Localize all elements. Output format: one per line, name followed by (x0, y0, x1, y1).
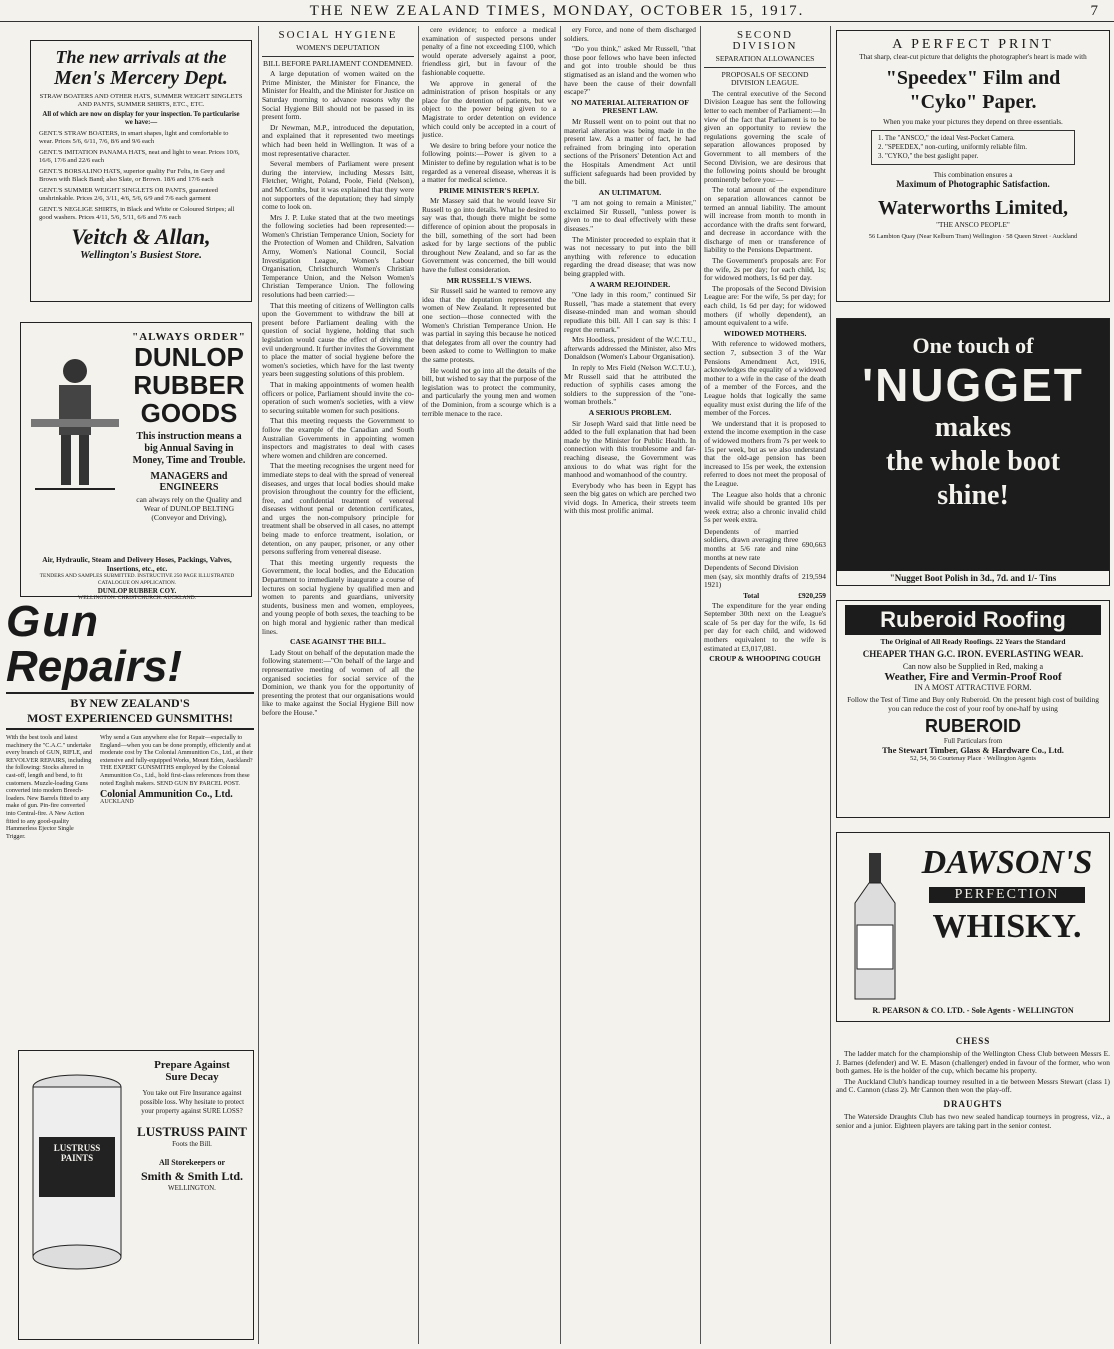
ruberoid-agent: The Stewart Timber, Glass & Hardware Co., Ltd. (882, 745, 1064, 755)
ruberoid-parts: Full Particulars from (943, 737, 1003, 745)
dunlop-rubber: RUBBER (133, 370, 245, 400)
ruberoid-weather: Weather, Fire and Vermin-Proof Roof (884, 671, 1062, 683)
article-russell-continued (564, 26, 696, 1344)
veitch-item: GENT.'S SUMMER WEIGHT SINGLETS OR PANTS, guaranteed unshrinkable. Prices 2/6, 3/11, 4/6, 5/6, 6/9 and 7/6 each garment (39, 187, 218, 202)
paragraph: cere evidence; to enforce a medical examination of suspected persons under penalty of a fine not exceeding £100, which would operate adversely against a poor, friendless girl, but in favour of the fashionable coquette. (422, 25, 556, 77)
paragraph: Lady Stout on behalf of the deputation made the following statement:—"On behalf of the large and representative meeting of women of all the organised societies for social service of the Dominion, we thank you for the opportunity of presenting the protest that our organisations would like to make against the Social Hygiene Bill now before the House." (262, 647, 414, 717)
cyko-brand: "Cyko" Paper. (909, 91, 1037, 113)
veitch-tagline: Wellington's Busiest Store. (80, 249, 202, 261)
paragraph: We understand that it is proposed to extend the income exemption in the case of widowed mothers from 7s per week to 15s per week, but as we also understand that the old-age pension has been increased to 15s per week, the extension referred to does not meet the proposal of the League. (704, 418, 826, 488)
gun-right-text: Why send a Gun anywhere else for Repair—especially to England—when you can be done promptly, efficiently and at moderate cost by The Colonial Ammunition Co., Ltd., at their extensive and fully-equipped Works, Mount Eden, Auckland? THE EXPERT GUNSMITHS employed by the Colonial Ammunition Co., Ltd., hold first-class references from these noted English makers. SEND GUN BY PARCEL POST. (100, 734, 254, 787)
section-heading: NO MATERIAL ALTERATION OF PRESENT LAW. (571, 97, 689, 116)
paragraph: Sir Russell said he wanted to remove any idea that the deputation represented the women of New Zealand. It represented but one section—those connected with the Women's Christian Temperance Union. He was partial in saying this because he noticed that delegates from all over the country had been asked to come to Wellington to make the same protests. (422, 286, 556, 364)
ruberoid-address: 52, 54, 56 Courtenay Place · Wellington Agents (910, 755, 1036, 762)
section-heading: CASE AGAINST THE BILL. (290, 637, 386, 647)
section-heading: MR RUSSELL'S VIEWS. (446, 275, 532, 285)
article-headline: SOCIAL HYGIENE (278, 29, 398, 41)
essential-item: 1. The "ANSCO," the ideal Vest-Pocket Camera. (878, 134, 1015, 142)
table-cell-label: Dependents of married soldiers, drawn averaging three months at 5/6 rate and nine months at new rate (704, 526, 799, 562)
column-rule (830, 26, 831, 1344)
article-social-hygiene (262, 26, 414, 1344)
allowance-summary-table (704, 527, 826, 602)
lustruss-h2: Sure Decay (165, 1071, 219, 1083)
paragraph: He would not go into all the details of the bill, but wished to say that the purpose of the legislation was to protect the community, and particularly the young men and women of the Dominion, from a scourge which is a terrible menace to the race. (422, 365, 556, 418)
veitch-headline-dept: Men's Mercery Dept. (54, 67, 228, 89)
nugget-brand: 'NUGGET (862, 359, 1084, 411)
dunlop-belting: can always rely on the Quality and Wear of DUNLOP BELTING (Conveyor and Driving), (136, 495, 242, 522)
tin-label-mid: PAINTS (60, 1153, 94, 1163)
dunlop-goods: GOODS (140, 398, 238, 428)
nugget-footer: "Nugget Boot Polish in 3d., 7d. and 1/- Tins (837, 571, 1109, 585)
dawsons-agent: R. PEARSON & CO. LTD. - Sole Agents - WELLINGTON (872, 1006, 1074, 1015)
veitch-allan-ad (30, 40, 252, 302)
article-subhead-2: PROPOSALS OF SECOND DIVISION LEAGUE. (721, 69, 809, 88)
section-heading: CROUP & WHOOPING COUGH (709, 654, 821, 664)
paragraph: Several members of Parliament were present during the interview, including Messrs Isitt, Fletcher, Wright, Poland, Poole, Field (Nelson), and McCombs, but it was explained that they were not supporters of the deputation; they had simply come to look on. (262, 159, 414, 212)
waterworths-address: 56 Lambton Quay (Near Kelburn Tram) Wellington · 58 Queen Street · Auckland (868, 233, 1078, 240)
ruberoid-title: Ruberoid Roofing (845, 605, 1101, 635)
masthead (0, 0, 1114, 22)
paragraph: Mrs J. P. Luke stated that at the two meetings the following societies had been represented:—Women's Christian Temperance Union, Society for the Protection of Women and Children, Salvation Army, Women's National Council, Social Investigation League, Women's Labour Organisation, Christchurch Women's Christian Temperance Union, and the Nelson Women's Christian Temperance Union. The following resolutions had been carried:— (262, 212, 414, 300)
table-row (704, 527, 826, 563)
speedex-subhead: That sharp, clear-cut picture that delights the photographer's heart is made with (859, 53, 1087, 61)
gun-banner-1: BY NEW ZEALAND'S (70, 696, 190, 710)
lustruss-ad (18, 1050, 254, 1340)
article-second-division (704, 26, 826, 1344)
gun-left-text: With the best tools and latest machinery the "C.A.C." undertake every branch of GUN, RIFLE, and REVOLVER REPAIRS, including the following: Stocks altered in cast-off, length and bend, to fit customers. Muzzle-loading Guns converted into modern Breech-loaders. New Barrels fitted to any make of gun. Pin-fire converted into Central-fire. A New Action fitted to any good-quality Hammerless Ejector Single Trigger. (6, 734, 93, 840)
dunlop-brand: DUNLOP (134, 342, 244, 372)
chess-heading: CHESS (955, 1036, 991, 1046)
veitch-item: GENT.'S NEGLIGE SHIRTS, in Black and White or Coloured Stripes; all good washers. Prices 4/11, 5/6, 5/11, 6/6 and 7/6 each (39, 206, 235, 221)
nugget-line-1: One touch of (912, 333, 1034, 358)
section-heading: WIDOWED MOTHERS. (723, 328, 807, 338)
dawsons-whisky-ad (836, 832, 1110, 1022)
table-cell-label: Total (743, 591, 760, 601)
article-subhead: SEPARATION ALLOWANCES (715, 54, 815, 63)
speedex-headline: A PERFECT PRINT (892, 37, 1054, 52)
veitch-item: GENT.'S IMITATION PANAMA HATS, neat and light to wear. Prices 10/6, 16/6, 17/6 and 22/6 each (39, 149, 240, 164)
speedex-brand: "Speedex" Film and (885, 67, 1061, 89)
gun-title: Gun (6, 597, 100, 646)
paragraph: The expenditure for the year ending September 30th next on the League's scale of 5s per day for the wife, 1s 6d per day for each child, and widowed mothers equivalent to the wife is estimated at £3,017,081. (704, 600, 826, 653)
article-subhead: WOMEN'S DEPUTATION (296, 43, 380, 52)
ruberoid-red: Can now also be Supplied in Red, making a (902, 662, 1044, 671)
speedex-when: When you make your pictures they depend on three essentials. (883, 118, 1063, 126)
paragraph: Mr Russell went on to point out that no material alteration was being made in the present law. As a matter of fact, he had refrained from bringing into operation sections of the Prisoners' Detention Act and the Hospitals Amendment Act until sufficient safeguards had been provided by the bill. (564, 116, 696, 187)
tin-label-top: LUSTRUSS (53, 1143, 101, 1153)
worker-illustration (25, 349, 125, 499)
paragraph: With reference to widowed mothers, section 7, subsection 3 of the War Pensions Amendment Act, 1916, acknowledges the equality of a widowed mother to a wife in the case of the death of a member of the Forces, and the League holds that logically the same equality must exist during the life of the member of the Forces. (704, 339, 826, 418)
nugget-polish-ad (836, 318, 1110, 586)
chess-draughts-column (836, 1032, 1110, 1344)
paragraph: We approve in general of the administration of prison hospitals or any place for the detention of patients, but we object to the power being given to a Magistrate to order detention on evidence which could only be accepted in a court of justice. (422, 78, 556, 140)
veitch-lead: STRAW BOATERS AND OTHER HATS, SUMMER WEIGHT SINGLETS AND PANTS, SUMMER SHIRTS, ETC., ETC. (39, 93, 243, 108)
paragraph: The Auckland Club's handicap tourney resulted in a tie between Messrs Stewart (class 1) and C. Cannon (class 2). Mr Cannon then won the play-off. (836, 1076, 1110, 1095)
paragraph: That this meeting of citizens of Wellington calls upon the Government to withdraw the bill at present before Parliament dealing with the question of social hygiene, holding that such legislation would cause the effect of driving the evil underground. It further invites the Government to place the matter of social hygiene before the women's societies, which have for the last twenty years been suggesting solutions of this problem. (262, 300, 414, 379)
dunlop-managers: MANAGERS and ENGINEERS (150, 471, 228, 493)
dawsons-brand: DAWSON'S (921, 844, 1093, 881)
dunlop-cities: WELLINGTON. CHRISTCHURCH. AUCKLAND. (77, 595, 197, 601)
section-heading: A WARM REJOINDER. (589, 279, 671, 289)
dunlop-hoses: Air, Hydraulic, Steam and Delivery Hoses, Packings, Valves, Insertions, etc., etc. (42, 555, 232, 573)
speedex-max: Maximum of Photographic Satisfaction. (896, 179, 1050, 189)
section-heading: AN ULTIMATUM. (598, 187, 662, 197)
paragraph: That the meeting recognises the urgent need for immediate steps to deal with the spread of venereal diseases, and urges that local bodies should make provision throughout the country for the efficient, free, and confidential treatment of venereal diseases without penal or detention certificates, and urges the non-compulsory principle for treatment shall be observed in all cases, no attempt being made to enforce treatment, isolation, or detention, on any pauper, prisoner, or any other persons suffering from venereal disease. (262, 461, 414, 557)
paragraph: We desire to bring before your notice the following points:—Power is given to a Minister to define by regulation what is to be regarded as a venereal disease, whereas it is a matter for medical science. (422, 140, 556, 185)
dunlop-top: "ALWAYS ORDER" (132, 331, 246, 343)
gun-repairs-title: Repairs! (6, 642, 183, 691)
paragraph: "One lady in this room," continued Sir Russell, "has made a statement that every disease-minded man and woman should repudiate this bill. All I can say is this: I regret the remark." (564, 290, 696, 334)
paragraph: Everybody who has been in Egypt has seen the big gates on which are perched two vivid dogs. In America, their streets teem with this most prolific animal. (564, 480, 696, 516)
table-cell-label: Dependents of Second Division men (say, six monthly drafts of 1921) (704, 563, 799, 590)
nugget-line-4: the whole boot (885, 446, 1061, 477)
paint-tin-illustration (27, 1067, 127, 1277)
ruberoid-brand: RUBEROID (924, 716, 1021, 736)
paragraph: The League also holds that a chronic invalid wife should be granted 10s per week extra; also a chronic invalid child 5s per week extra. (704, 489, 826, 525)
article-deputation-continued (422, 26, 556, 1344)
article-headline: SECOND DIVISION (732, 29, 798, 52)
paragraph: "Do you think," asked Mr Russell, "that those poor fellows who have been infected and got into trouble should be thus stigmatised as an island and the women who have been the cause of their downfall escape?" (564, 44, 696, 97)
paragraph: Sir Joseph Ward said that little need be added to the full explanation that had been made by the Minister for Public Health. In connection with this troublesome and far-reaching disease, the Government was anxious to do what was right for the manhood and womanhood of the country. (564, 418, 696, 480)
ruberoid-attr: IN A MOST ATTRACTIVE FORM. (914, 683, 1032, 692)
column-rule (700, 26, 701, 1344)
lustruss-dealer: Smith & Smith Ltd. (140, 1169, 244, 1183)
veitch-brand: Veitch & Allan, (71, 224, 211, 249)
section-heading: PRIME MINISTER'S REPLY. (438, 185, 540, 195)
ruberoid-orig: The Original of All Ready Roofings. 22 Years the Standard (880, 637, 1066, 646)
ruberoid-ad (836, 600, 1110, 818)
veitch-headline: The new arrivals at the (55, 47, 227, 67)
veitch-note: All of which are now on display for your inspection. To particularise we have:— (42, 111, 240, 126)
draughts-heading: DRAUGHTS (943, 1098, 1003, 1109)
paragraph: That in making appointments of women health officers or police, Parliament should invite the co-operation of such women's societies, with a view to securing suitable women for such positions. (262, 379, 414, 415)
ruberoid-cheap: CHEAPER THAN G.C. IRON. EVERLASTING WEAR. (862, 649, 1084, 659)
speedex-cyko-ad (836, 30, 1110, 302)
paragraph: The total amount of the expenditure on separation allowances cannot be termed an annual liability. The amount will increase from month to month in accordance with the drafts sent forward, and decrease in accordance with the discharge of men or transference of liability to the Pensions Department. (704, 185, 826, 255)
paragraph: The proposals of the Second Division League are: For the wife, 5s per day; for each child, 1s 6d per day; for widowed mothers (if wholly dependent), an amount equivalent to a wife. (704, 283, 826, 328)
essential-item: 3. "CYKO," the best gaslight paper. (878, 152, 979, 160)
paragraph: That this meeting urgently requests the Government, the local bodies, and the Education Department to immediately inaugurate a course of lectures on social hygiene by qualified men and women to parents and guardians, university students, business men and women, employees, and young people of both sexes, the teaching to be on high moral and hygienic rather than medical lines. (262, 557, 414, 636)
section-heading: A SERIOUS PROBLEM. (588, 407, 672, 417)
lustruss-body: You take out Fire Insurance against possible loss. Why hesitate to protect your property against SURE LOSS? (139, 1089, 245, 1115)
paragraph: The Government's proposals are: For the wife, 2s per day; for each child, 1s; for widowed mothers, 1s 6d per day. (704, 256, 826, 283)
lustruss-foots: Foots the Bill. (172, 1140, 212, 1148)
ruberoid-follow: Follow the Test of Time and Buy only Ruberoid. On the present high cost of building you can reduce the cost of your roof by one-half by using (847, 695, 1099, 713)
lustruss-h1: Prepare Against (154, 1059, 230, 1071)
dawsons-whisky: WHISKY. (932, 908, 1082, 945)
speedex-combo: This combination ensures a (933, 171, 1013, 179)
paragraph: The Waterside Draughts Club has two new sealed handicap tourneys in progress, viz., a senior and a junior. Eighteen players are taking part in the senior contest. (836, 1111, 1110, 1130)
veitch-item: GENT.'S STRAW BOATERS, in smart shapes, light and comfortable to wear. Prices 5/6, 6/11, 7/6, 8/6 and 9/6 each (39, 130, 229, 145)
gun-company: Colonial Ammunition Co., Ltd. (100, 789, 233, 801)
nugget-line-5: shine! (937, 480, 1009, 511)
gun-banner-2: MOST EXPERIENCED GUNSMITHS! (27, 711, 233, 725)
paragraph: That this meeting requests the Government to follow the example of the Canadian and South Australian Governments in appointing women inspectors and magistrates to deal with cases where women and children are concerned. (262, 416, 414, 460)
paragraph: In reply to Mrs Field (Nelson W.C.T.U.), Mr Russell said that he attributed the reduction of syphilis cases among the soldiers to the suppression of the "one-woman brothels." (564, 362, 696, 407)
column-rule (418, 26, 419, 1344)
paragraph: The central executive of the Second Division League has sent the following letter to each member of Parliament:—In view of the fact that Parliament is to be given an opportunity to review the regulations governing the scale of separation allowances proposed by Government to all members of the Second Division, we are desirous that the following points should be brought prominently before you:— (704, 88, 826, 184)
paragraph: Mrs Hoodless, president of the W.C.T.U., afterwards addressed the Minister, also Mrs Donaldson (Women's Labour Organisation). (564, 335, 696, 362)
essential-item: 2. "SPEEDEX," non-curling, uniformly reliable film. (878, 143, 1027, 151)
waterworths-brand: Waterworths Limited, (878, 197, 1068, 219)
paragraph: The Minister proceeded to explain that it was not necessary to put into the bill anything with reference to education regarding the dread disease; that was now being grappled with. (564, 234, 696, 279)
whisky-bottle-illustration (847, 853, 903, 1003)
lustruss-stores: All Storekeepers or (158, 1158, 226, 1167)
article-subhead-2: BILL BEFORE PARLIAMENT CONDEMNED. (263, 58, 413, 68)
table-cell-value: £920,259 (798, 591, 826, 601)
dunlop-company: DUNLOP RUBBER COY. (97, 587, 177, 595)
masthead-title: THE NEW ZEALAND TIMES, MONDAY, OCTOBER 15, 1917. (309, 3, 805, 19)
paragraph: ery Force, and none of them discharged soldiers. (564, 25, 696, 43)
dunlop-ad (20, 322, 252, 601)
page-number: 7 (1090, 3, 1100, 19)
paragraph: "I am not going to remain a Minister," exclaimed Sir Russell, "unless power is given to me to deal effectively with these diseases." (564, 198, 696, 234)
dawsons-perfection: PERFECTION (929, 887, 1085, 903)
table-cell-value: 219,594 (801, 571, 826, 581)
paragraph: The ladder match for the championship of the Wellington Chess Club between Messrs E. J. Barnes (defender) and W. E. Mason (challenger) ended in favour of the former, who won both games. He is the holder of the cup, which became his property. (836, 1049, 1110, 1076)
veitch-item: GENT.'S BORSALINO HATS, superior quality Fur Felts, in Grey and Brown with Black Band; also Slate, or Brown. 18/6 and 17/6 each (39, 168, 225, 183)
column-rule (560, 26, 561, 1344)
paragraph: Dr Newman, M.P., introduced the deputation, and explained that it represented two meetings which had been held in Wellington. It was of a most representative character. (262, 122, 414, 158)
table-cell-value: 690,663 (801, 539, 826, 549)
table-row (704, 563, 826, 591)
paragraph: A large deputation of women waited on the Prime Minister, the Minister for Finance, the Minister for Health, and the Minister for Justice on Saturday morning to advance reasons why the Social Hygiene Bill should not be passed in its present form. (262, 69, 414, 122)
dunlop-pitch: This instruction means a big Annual Saving in Money, Time and Trouble. (132, 431, 246, 466)
dunlop-tenders: TENDERS AND SAMPLES SUBMITTED. INSTRUCTIVE 250 PAGE ILLUSTRATED CATALOGUE ON APPLICATION. (39, 573, 235, 586)
ansco-people: "THE ANSCO PEOPLE" (936, 221, 1010, 229)
gun-city: AUCKLAND (100, 798, 134, 805)
nugget-line-3: makes (934, 412, 1012, 443)
lustruss-brand: LUSTRUSS PAINT (137, 1124, 247, 1139)
lustruss-city: WELLINGTON. (168, 1184, 216, 1192)
paragraph: Mr Massey said that he would leave Sir Russell to go into details. What he desired to say was that, though there might be some difference of opinion about the proposals in the bill, something of the sort had been asked for by large sections of the public throughout New Zealand, and so far as the Government was concerned, the bill would have the fullest consideration. (422, 196, 556, 275)
column-rule (258, 26, 259, 1344)
